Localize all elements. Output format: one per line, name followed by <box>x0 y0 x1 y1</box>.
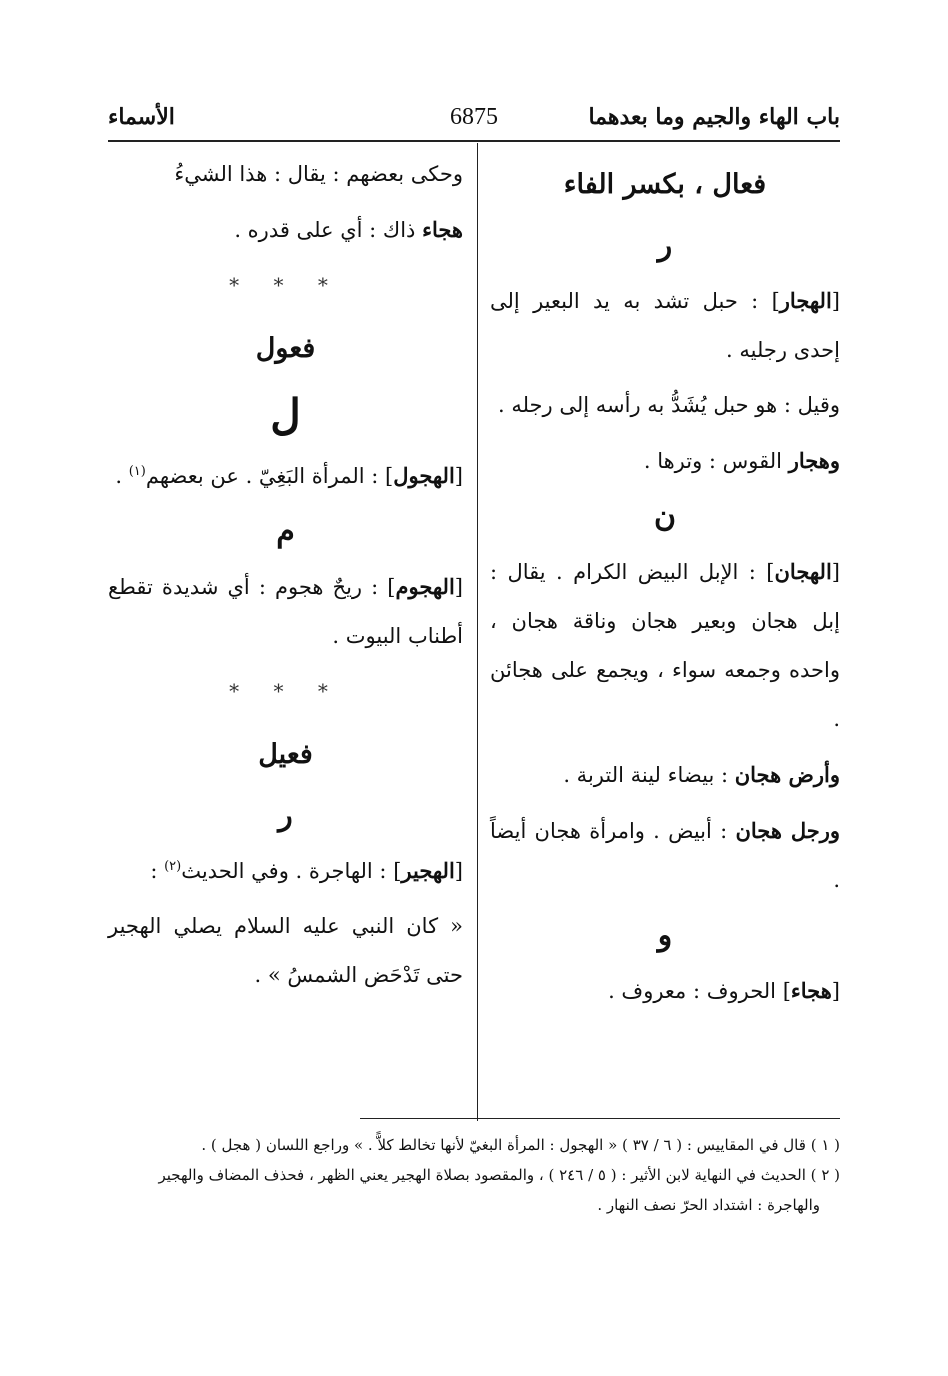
headword-hijan: الهجان <box>774 559 832 584</box>
section-title-fuul: فعول <box>255 333 316 364</box>
entry-hujum: [الهجوم] : ريحٌ هجوم : أي شديدة تقطع أطناب البيوت . <box>108 574 463 648</box>
chapter-title: باب الهاء والجيم وما بعدهما <box>588 104 840 130</box>
headword-hajul: الهجول <box>393 463 455 488</box>
footnote-rule <box>360 1118 840 1119</box>
page-header <box>108 100 840 142</box>
letter-heading-mim: م <box>276 514 295 549</box>
left-column <box>108 150 463 1006</box>
separator-stars-1: * * * <box>229 273 342 297</box>
entry-hijar-qaws: وهجار القوس : وترها . <box>643 448 840 473</box>
entry-hija-dhak: هجاء ذاك : أي على قدره . <box>234 217 463 242</box>
letter-heading-lam: ل <box>270 390 301 439</box>
headword-hijar-qaws: وهجار <box>788 448 840 473</box>
entry-rajul-hijan: ورجل هجان : أبيض . وامرأة هجان أيضاً . <box>490 818 840 892</box>
letter-heading-nun: ن <box>653 499 677 534</box>
letter-heading-ra: ر <box>657 228 673 263</box>
footnote-1: ( ١ ) قال في المقاييس : ( ٦ / ٣٧ ) « الهجول : المرأة البغيّ لأنها تخالط كلاًّ . » وراجع اللسان ( هجل ) . <box>201 1136 840 1154</box>
entry-hadith: « كان النبي عليه السلام يصلي الهجير حتى تَدْحَض الشمسُ » . <box>108 914 463 987</box>
section-label: الأسماء <box>108 104 175 130</box>
footnotes <box>108 1130 840 1220</box>
letter-heading-waw: و <box>657 918 673 953</box>
headword-hujum: الهجوم <box>395 574 455 599</box>
footnote-2: ( ٢ ) الحديث في النهاية لابن الأثير : ( ٥ / ٢٤٦ ) ، والمقصود بصلاة الهجير يعني الظهر ، فحذف المضاف والهجير <box>158 1166 840 1184</box>
column-divider <box>477 143 478 1121</box>
headword-rajul-hijan: ورجل هجان <box>735 818 840 843</box>
entry-hijar: [الهجار] : حبل تشد به يد البعير إلى إحدى رجليه . <box>490 288 840 362</box>
page-number: 6875 <box>450 104 498 130</box>
entry-hija: [هجاء] الحروف : معروف . <box>608 978 840 1003</box>
entry-hajul: [الهجول] : المرأة البَغِيّ . عن بعضهم$^{(١)}$ . <box>115 463 463 488</box>
letter-heading-ra-2: ر <box>278 798 293 833</box>
headword-hajir: الهجير <box>401 858 455 883</box>
entry-qil: وقيل : هو حبل يُشَدُّ به رأسه إلى رجله . <box>498 393 840 417</box>
section-title-fiaal: فعال ، بكسر الفاء <box>563 169 767 200</box>
footnote-2-continued: والهاجرة : اشتداد الحرّ نصف النهار . <box>597 1196 820 1214</box>
section-title-fail: فعيل <box>258 739 313 770</box>
right-column <box>490 150 840 1022</box>
entry-hijan: [الهجان] : الإبل البيض الكرام . يقال : إبل هجان وبعير هجان وناقة هجان ، واحده وجمعه سواء ، ويجمع على هجائن . <box>490 559 840 731</box>
footnote-ref-1: (١) <box>128 464 146 479</box>
entry-hikaya: وحكى بعضهم : يقال : هذا الشيءُ <box>174 162 463 186</box>
headword-hija-dhak: هجاء <box>422 217 463 242</box>
separator-stars-2: * * * <box>229 679 342 703</box>
headword-hija: هجاء <box>790 978 832 1003</box>
entry-ard-hijan: وأرض هجان : بيضاء لينة التربة . <box>563 762 840 787</box>
headword-hijar: الهجار <box>779 288 832 313</box>
footnote-ref-2: (٢) <box>164 859 182 874</box>
headword-ard-hijan: وأرض هجان <box>734 762 840 787</box>
entry-hajir: [الهجير] : الهاجرة . وفي الحديث$^{(٢)}$ : <box>150 858 463 883</box>
